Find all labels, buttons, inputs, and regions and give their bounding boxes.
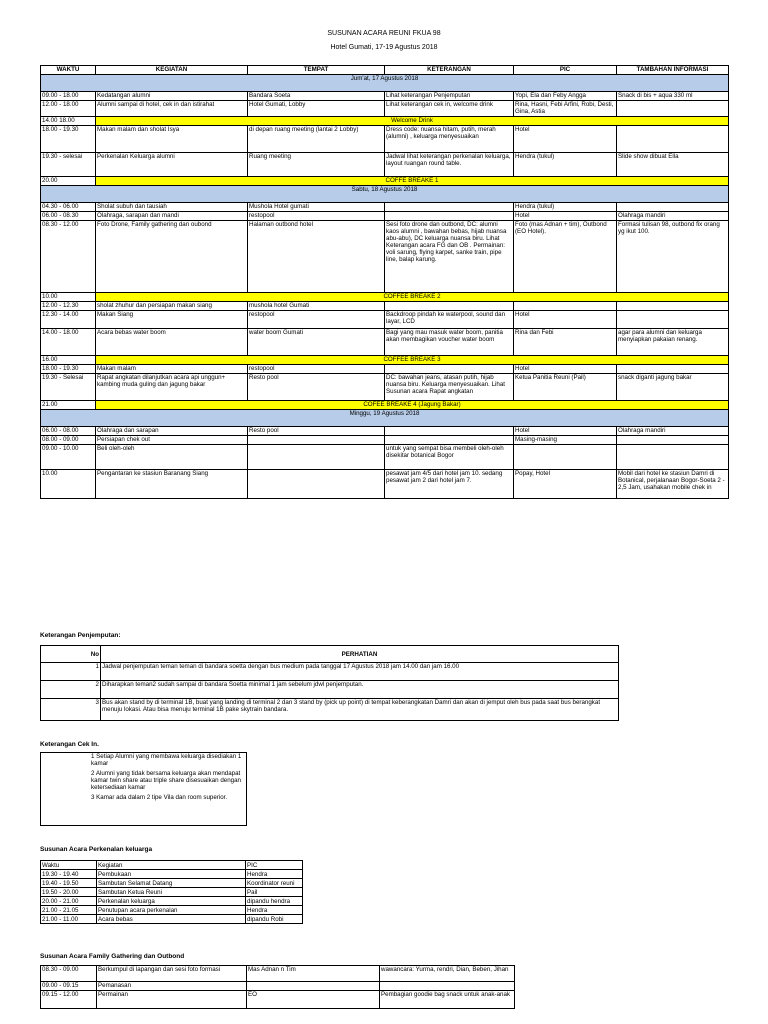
- perh-text: Bus akan stand by di terminal 1B, buat yang landing di terminal 2 dan 3 stand by (pick up point) di tempat keberangkatan Damri dan akan di jemput oleh bus pada saat bus berangkat menuju lokasi. Atau bisa menuju terminal 1B pake skytrain bandara.: [101, 699, 619, 721]
- cell-keterangan: [385, 436, 514, 445]
- cell-tempat: mushola hotel Gumati: [248, 302, 385, 311]
- schedule-row: [41, 470, 729, 499]
- cell-tempat: restopool: [248, 311, 385, 329]
- perkenalan-label: Susunan Acara Perkenalan keluarga: [40, 846, 153, 853]
- schedule-row: [41, 92, 729, 101]
- perkenalan-row: [41, 897, 303, 906]
- perh-col-perhatian: PERHATIAN: [101, 646, 619, 663]
- perkenalan-row: [41, 906, 303, 915]
- cell-waktu: 10.00: [41, 293, 96, 302]
- perkenalan-header-row: [41, 861, 303, 870]
- cell-keterangan: Lihat keterangan cek in, welcome drink: [385, 101, 514, 117]
- cell-kegiatan: Persiapan chek out: [96, 436, 248, 445]
- cell-kegiatan: Acara bebas water boom: [96, 329, 248, 356]
- col-tambahan: TAMBAHAN INFORMASI: [617, 66, 729, 75]
- cell-pic: Yopi, Ela dan Feby Angga: [514, 92, 617, 101]
- cell-tempat: [248, 470, 385, 499]
- cell-tambahan: [617, 302, 729, 311]
- cell-kegiatan: Foto Drone, Family gathering dan oubond: [96, 221, 248, 293]
- cell-keterangan: [385, 302, 514, 311]
- day-label: Minggu, 19 Agustus 2018: [41, 410, 729, 427]
- family-cell: wawancara: Yurma, rendri, Dian, Beben, Jihan: [380, 966, 515, 982]
- family-row: [41, 966, 515, 982]
- cell-waktu: 21.00: [41, 401, 96, 410]
- doc-title: SUSUNAN ACARA REUNI FKUA 98: [327, 30, 441, 37]
- schedule-row: [41, 311, 729, 329]
- cell-waktu: 09.00 - 18.00: [41, 92, 96, 101]
- cell-tambahan: [617, 126, 729, 153]
- penjemputan-table: [40, 645, 619, 721]
- perkenalan-cell: Perkenalan keluarga: [97, 897, 246, 906]
- cell-tambahan: agar para alumni dan keluarga menyiapkan pakaian renang.: [617, 329, 729, 356]
- day-header-row: [41, 75, 729, 92]
- cell-tempat: Ruang meeting: [248, 153, 385, 177]
- cell-waktu: 19.30 - selesai: [41, 153, 96, 177]
- schedule-row: [41, 153, 729, 177]
- perkenalan-cell: Koordinator reuni: [246, 879, 303, 888]
- cell-tambahan: Olahraga mandiri: [617, 212, 729, 221]
- perkenalan-cell: 19.50 - 20.00: [41, 888, 97, 897]
- schedule-row: [41, 445, 729, 470]
- cell-pic: Hotel: [514, 126, 617, 153]
- break-banner: COFFEE BREAKE 3: [96, 356, 729, 365]
- family-cell: Pemanasan: [97, 982, 247, 991]
- cell-kegiatan: Olahraga dan sarapan: [96, 427, 248, 436]
- day-header-row: [41, 186, 729, 203]
- penjemputan-label: Keterangan Penjemputan:: [40, 632, 121, 639]
- schedule-table: [40, 65, 729, 499]
- cell-kegiatan: sholat zhuhur dan persiapan makan siang: [96, 302, 248, 311]
- schedule-row: [41, 365, 729, 374]
- cell-kegiatan: Makan Siang: [96, 311, 248, 329]
- cell-tambahan: snack diganti jagung bakar: [617, 374, 729, 401]
- cell-kegiatan: Pengantaran ke stasiun Baranang Siang: [96, 470, 248, 499]
- perkenalan-row: [41, 888, 303, 897]
- cell-kegiatan: Sholat subuh dan tausiah: [96, 203, 248, 212]
- cell-tambahan: [617, 445, 729, 470]
- family-cell: EO: [247, 991, 380, 1009]
- perkenalan-cell: dipandu Robi: [246, 915, 303, 924]
- cell-tambahan: [617, 311, 729, 329]
- schedule-row: [41, 293, 729, 302]
- cell-tambahan: [617, 203, 729, 212]
- schedule-row: [41, 436, 729, 445]
- family-cell: Permainan: [97, 991, 247, 1009]
- cell-tambahan: Olahraga mandiri: [617, 427, 729, 436]
- cell-tempat: restopool: [248, 365, 385, 374]
- cell-kegiatan: Perkenalan Keluarga alumni: [96, 153, 248, 177]
- cell-pic: Hotel: [514, 311, 617, 329]
- perkenalan-header: Kegiatan: [97, 861, 246, 870]
- family-cell: [247, 982, 380, 991]
- family-table: [40, 965, 515, 1009]
- cell-waktu: 12.00 - 12.30: [41, 302, 96, 311]
- family-cell: Pembagian goodie bag snack untuk anak-anak: [380, 991, 515, 1009]
- day-label: Sabtu, 18 Agustus 2018: [41, 186, 729, 203]
- perkenalan-cell: Hendra: [246, 906, 303, 915]
- schedule-row: [41, 329, 729, 356]
- break-banner: COFFE BREAKE 1: [96, 177, 729, 186]
- cell-tambahan: [617, 436, 729, 445]
- perh-no: 2: [41, 681, 101, 699]
- cell-waktu: 18.00 - 19.30: [41, 126, 96, 153]
- schedule-row: [41, 302, 729, 311]
- cell-tambahan: Snack di bis + aqua 330 ml: [617, 92, 729, 101]
- perkenalan-cell: Hendra: [246, 870, 303, 879]
- perkenalan-cell: 21.00 - 11.00: [41, 915, 97, 924]
- family-cell: Mas Adnan n Tim: [247, 966, 380, 982]
- perkenalan-row: [41, 915, 303, 924]
- cell-tempat: Resto pool: [248, 427, 385, 436]
- schedule-row: [41, 401, 729, 410]
- cell-tempat: Mushola Hotel gumati: [248, 203, 385, 212]
- cell-pic: Rina dan Febi: [514, 329, 617, 356]
- cell-pic: Popay, Hotel: [514, 470, 617, 499]
- cell-waktu: 14.00 18.00: [41, 117, 96, 126]
- cell-waktu: 09.00 - 10.00: [41, 445, 96, 470]
- cell-tambahan: Formasi tulisan 98, outbond fix orang yg ikut 100.: [617, 221, 729, 293]
- cell-tempat: Resto pool: [248, 374, 385, 401]
- cell-keterangan: Dress code: nuansa hitam, putih, merah (alumni) , keluarga menyesuaikan: [385, 126, 514, 153]
- cekin-label: Keterangan Cek In.: [40, 741, 99, 748]
- family-cell: Berkumpul di lapangan dan sesi foto formasi: [97, 966, 247, 982]
- cell-kegiatan: Beli oleh-oleh: [96, 445, 248, 470]
- schedule-row: [41, 374, 729, 401]
- cell-tempat: water boom Gumati: [248, 329, 385, 356]
- perkenalan-cell: Sambutan Selamat Datang: [97, 879, 246, 888]
- perkenalan-cell: Acara bebas: [97, 915, 246, 924]
- cell-waktu: 20.00: [41, 177, 96, 186]
- perkenalan-cell: 20.00 - 21.00: [41, 897, 97, 906]
- cell-pic: Foto (mas Adnan + tim), Outbond (EO Hotel).: [514, 221, 617, 293]
- cell-tempat: Bandara Soeta: [248, 92, 385, 101]
- col-tempat: TEMPAT: [248, 66, 385, 75]
- col-pic: PIC: [514, 66, 617, 75]
- cell-kegiatan: Makan malam: [96, 365, 248, 374]
- family-row: [41, 991, 515, 1009]
- cekin-box: [40, 752, 247, 826]
- cell-tempat: Halaman outbond hotel: [248, 221, 385, 293]
- cell-waktu: 12.30 - 14.00: [41, 311, 96, 329]
- cell-tambahan: Mobil dari hotel ke stasiun Damri di Botanical, perjalanaan Bogor-Soeta 2 - 2,5 Jam, usahakan mobile chek in: [617, 470, 729, 499]
- perkenalan-row: [41, 870, 303, 879]
- cell-tempat: restopool: [248, 212, 385, 221]
- schedule-row: [41, 221, 729, 293]
- cell-pic: Hendra (tukul): [514, 203, 617, 212]
- family-cell: 09.00 - 09.15: [41, 982, 97, 991]
- cell-waktu: 06.00 - 08.30: [41, 212, 96, 221]
- cell-tempat: [248, 436, 385, 445]
- cekin-item: 1 Setiap Alumni yang membawa keluarga disediakan 1 kamar: [91, 753, 242, 767]
- cell-keterangan: Sesi foto drone dan outbond, DC: alumni kaos alumni , bawahan bebas, hijab nuansa abu-abu), DC keluarga nuansa biru. Lihat Keterangan acara FG dan OB . Permainan: voli sarung, flying karpet, sanke train, pipe line, balap karung.: [385, 221, 514, 293]
- col-kegiatan: KEGIATAN: [96, 66, 248, 75]
- cell-kegiatan: Olahraga, sarapan dan mandi: [96, 212, 248, 221]
- cell-waktu: 08.30 - 12.00: [41, 221, 96, 293]
- cell-waktu: 16.00: [41, 356, 96, 365]
- perh-text: Jadwal penjemputan teman teman di bandara soetta dengan bus medium pada tanggal 17 Agustus 2018 jam 14.00 dan jam 16.00: [101, 663, 619, 681]
- col-waktu: WAKTU: [41, 66, 96, 75]
- perh-no: 3: [41, 699, 101, 721]
- cell-tambahan: [617, 101, 729, 117]
- col-keterangan: KETERANGAN: [385, 66, 514, 75]
- cell-kegiatan: Kedatangan alumni: [96, 92, 248, 101]
- cell-waktu: 19.30 - Selesai: [41, 374, 96, 401]
- family-label: Susunan Acara Family Gathering dan Outbond: [40, 953, 185, 960]
- schedule-row: [41, 117, 729, 126]
- cell-keterangan: pesawat jam 4/5 dari hotel jam 10. sedang pesawat jam 2 dari hotel jam 7.: [385, 470, 514, 499]
- cell-keterangan: untuk yang sempat bisa membeli oleh-oleh disekitar botanical Bogor: [385, 445, 514, 470]
- perh-no: 1: [41, 663, 101, 681]
- perkenalan-row: [41, 879, 303, 888]
- family-row: [41, 982, 515, 991]
- cell-waktu: 18.00 - 19.30: [41, 365, 96, 374]
- cell-waktu: 06.00 - 08.00: [41, 427, 96, 436]
- cekin-item: 3 Kamar ada dalam 2 tipe Vila dan room superior.: [91, 794, 228, 801]
- cell-keterangan: [385, 212, 514, 221]
- cell-pic: Ketua Panitia Reuni (Pail): [514, 374, 617, 401]
- break-banner: Welcome Drink: [96, 117, 729, 126]
- cell-keterangan: Jadwal lihat keterangan perkenalan keluarga, layout ruangan round table.: [385, 153, 514, 177]
- cell-pic: [514, 445, 617, 470]
- day-label: Jum'at, 17 Agustus 2018: [41, 75, 729, 92]
- perkenalan-cell: Pembukaan: [97, 870, 246, 879]
- cell-waktu: 12.00 - 18.00: [41, 101, 96, 117]
- perkenalan-cell: 19.40 - 19.50: [41, 879, 97, 888]
- cell-waktu: 08.00 - 09.00: [41, 436, 96, 445]
- perkenalan-cell: 19.30 - 19.40: [41, 870, 97, 879]
- cell-waktu: 10.00: [41, 470, 96, 499]
- family-cell: 09.15 - 12.00: [41, 991, 97, 1009]
- perkenalan-cell: dipandu hendra: [246, 897, 303, 906]
- cell-keterangan: [385, 365, 514, 374]
- cell-kegiatan: Makan malam dan sholat Isya: [96, 126, 248, 153]
- day-header-row: [41, 410, 729, 427]
- schedule-row: [41, 177, 729, 186]
- cell-tempat: Hotel Gumati, Lobby: [248, 101, 385, 117]
- schedule-row: [41, 126, 729, 153]
- cell-tempat: di depan ruang meeting (lantai 2 Lobby): [248, 126, 385, 153]
- perh-text: Diharapkan teman2 sudah sampai di bandara Soetta minimal 1 jam sebelum jdwl penjemputan.: [101, 681, 619, 699]
- schedule-row: [41, 427, 729, 436]
- cell-pic: Masing-masing: [514, 436, 617, 445]
- cell-keterangan: [385, 203, 514, 212]
- perkenalan-table: [40, 860, 303, 924]
- perkenalan-cell: 21.00 - 21.05: [41, 906, 97, 915]
- schedule-row: [41, 203, 729, 212]
- perkenalan-header: Waktu: [41, 861, 97, 870]
- perkenalan-header: PIC: [246, 861, 303, 870]
- cell-keterangan: Bagi yang mau masuk water boom, panitia akan membagikan voucher water boom: [385, 329, 514, 356]
- cell-pic: [514, 302, 617, 311]
- cell-pic: Hotel: [514, 212, 617, 221]
- perkenalan-cell: Penutupan acara perkenalan: [97, 906, 246, 915]
- schedule-row: [41, 356, 729, 365]
- schedule-row: [41, 101, 729, 117]
- cell-waktu: 14.00 - 18.00: [41, 329, 96, 356]
- cell-pic: Hotel: [514, 365, 617, 374]
- cell-pic: Rina, Hasni, Febi Arfini, Robi, Desti, Gina, Astia: [514, 101, 617, 117]
- cell-keterangan: DC: bawahan jeans, atasan putih, hijab nuansa biru. Keluarga menyesuaikan. Lihat Susunan acara Rapat angkatan: [385, 374, 514, 401]
- cell-tambahan: [617, 365, 729, 374]
- cekin-item: 2 Alumni yang tidak bersama keluarga akan mendapat kamar twin share atau triple share disesuaikan dengan ketersediaan kamar: [91, 770, 241, 791]
- schedule-row: [41, 212, 729, 221]
- doc-subtitle: Hotel Gumati, 17-19 Agustus 2018: [330, 44, 438, 51]
- cell-pic: Hotel: [514, 427, 617, 436]
- perkenalan-cell: Pail: [246, 888, 303, 897]
- cell-pic: Hendra (tukul): [514, 153, 617, 177]
- perkenalan-cell: Sambutan Ketua Reuni: [97, 888, 246, 897]
- cell-tambahan: Slide show dibuat Ella: [617, 153, 729, 177]
- cell-waktu: 04.30 - 06.00: [41, 203, 96, 212]
- cell-keterangan: Backdroop pindah ke waterpool, sound dan layar, LCD: [385, 311, 514, 329]
- perh-col-no: No: [41, 646, 101, 663]
- break-banner: COFFEE BREAKE 2: [96, 293, 729, 302]
- cell-tempat: [248, 445, 385, 470]
- cell-kegiatan: Rapat angkatan dilanjutkan acara api unggun+ kambing muda guling dan jagung bakar: [96, 374, 248, 401]
- family-cell: [380, 982, 515, 991]
- schedule-header-row: [41, 66, 729, 75]
- cell-keterangan: [385, 427, 514, 436]
- cell-kegiatan: Alumni sampai di hotel, cek in dan istirahat: [96, 101, 248, 117]
- family-cell: 08.30 - 09.00: [41, 966, 97, 982]
- cell-keterangan: Lihat keterangan Penjemputan: [385, 92, 514, 101]
- break-banner: COFEE BREAKE 4 (Jagung Bakar): [96, 401, 729, 410]
